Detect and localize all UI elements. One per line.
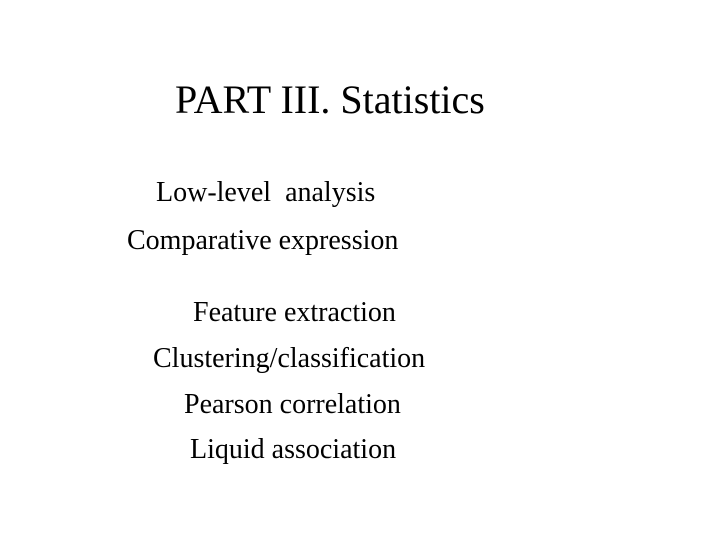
topic-pearson-correlation: Pearson correlation (184, 389, 401, 420)
slide-title: PART III. Statistics (175, 77, 485, 122)
topic-clustering-classification: Clustering/classification (153, 343, 426, 374)
topic-low-level-analysis: Low-level analysis (156, 177, 376, 208)
topic-comparative-expression: Comparative expression (127, 225, 399, 256)
topic-liquid-association: Liquid association (190, 434, 397, 465)
topic-feature-extraction: Feature extraction (193, 297, 396, 328)
